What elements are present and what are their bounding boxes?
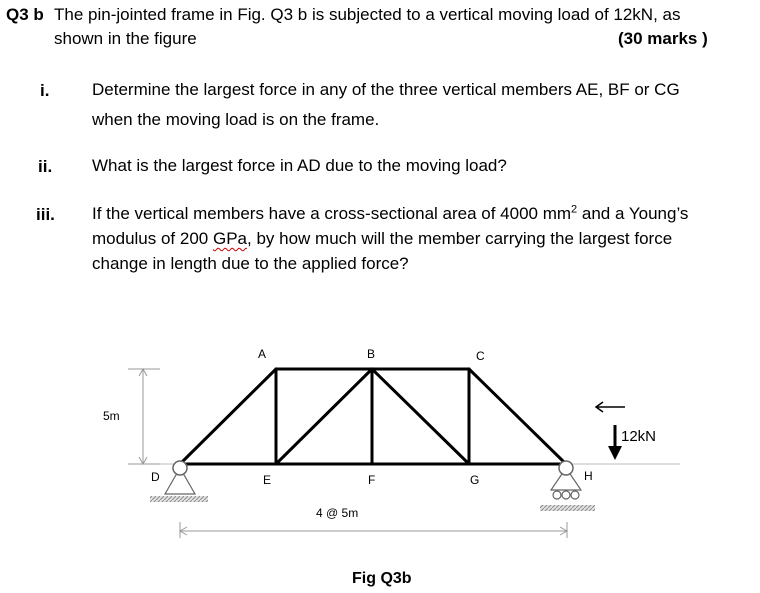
question-line-1: The pin-jointed frame in Fig. Q3 b is subjected to a vertical moving load of 12kN, as <box>54 5 681 24</box>
node-label-d: D <box>151 470 160 484</box>
node-label-f: F <box>368 473 376 487</box>
direction-arrow-left <box>596 402 625 412</box>
question-line-2: shown in the figure <box>54 29 197 48</box>
gpa-unit: GPa <box>212 229 247 248</box>
part-ii-number: ii. <box>38 157 53 176</box>
member-ch <box>469 369 566 464</box>
height-label: 5m <box>103 409 120 423</box>
moving-load-arrow <box>608 425 622 460</box>
question-number: Q3 b <box>6 5 44 24</box>
part-iii-line-3: change in length due to the applied force? <box>92 254 409 273</box>
part-i-line-1: Determine the largest force in any of the three vertical members AE, BF or CG <box>92 80 680 99</box>
part-iii-line-2-text: modulus of 200 <box>92 229 213 248</box>
node-label-c: C <box>476 349 485 363</box>
member-bg <box>372 369 469 464</box>
member-ad <box>180 369 276 464</box>
part-iii-line-2-end: , by how much will the member carrying the largest force <box>247 229 673 248</box>
node-label-a: A <box>258 347 267 361</box>
span-label: 4 @ 5m <box>316 506 359 520</box>
part-i-line-2: when the moving load is on the frame. <box>92 110 380 129</box>
member-eb <box>276 369 372 464</box>
part-ii-line-1: What is the largest force in AD due to the moving load? <box>92 156 507 175</box>
node-label-g: G <box>470 473 480 487</box>
part-i-number: i. <box>40 81 50 100</box>
part-iii-line-1-end: and a Young’s <box>577 204 689 223</box>
part-iii-line-1-text: If the vertical members have a cross-sectional area of 4000 mm <box>92 204 572 223</box>
node-label-e: E <box>263 473 272 487</box>
node-label-b: B <box>367 347 376 361</box>
figure-caption: Fig Q3b <box>352 570 412 587</box>
squared-superscript: 2 <box>571 203 578 216</box>
load-label: 12kN <box>621 428 657 445</box>
marks-label: (30 marks ) <box>618 29 708 48</box>
node-label-h: H <box>584 469 593 483</box>
part-iii-number: iii. <box>36 205 55 224</box>
